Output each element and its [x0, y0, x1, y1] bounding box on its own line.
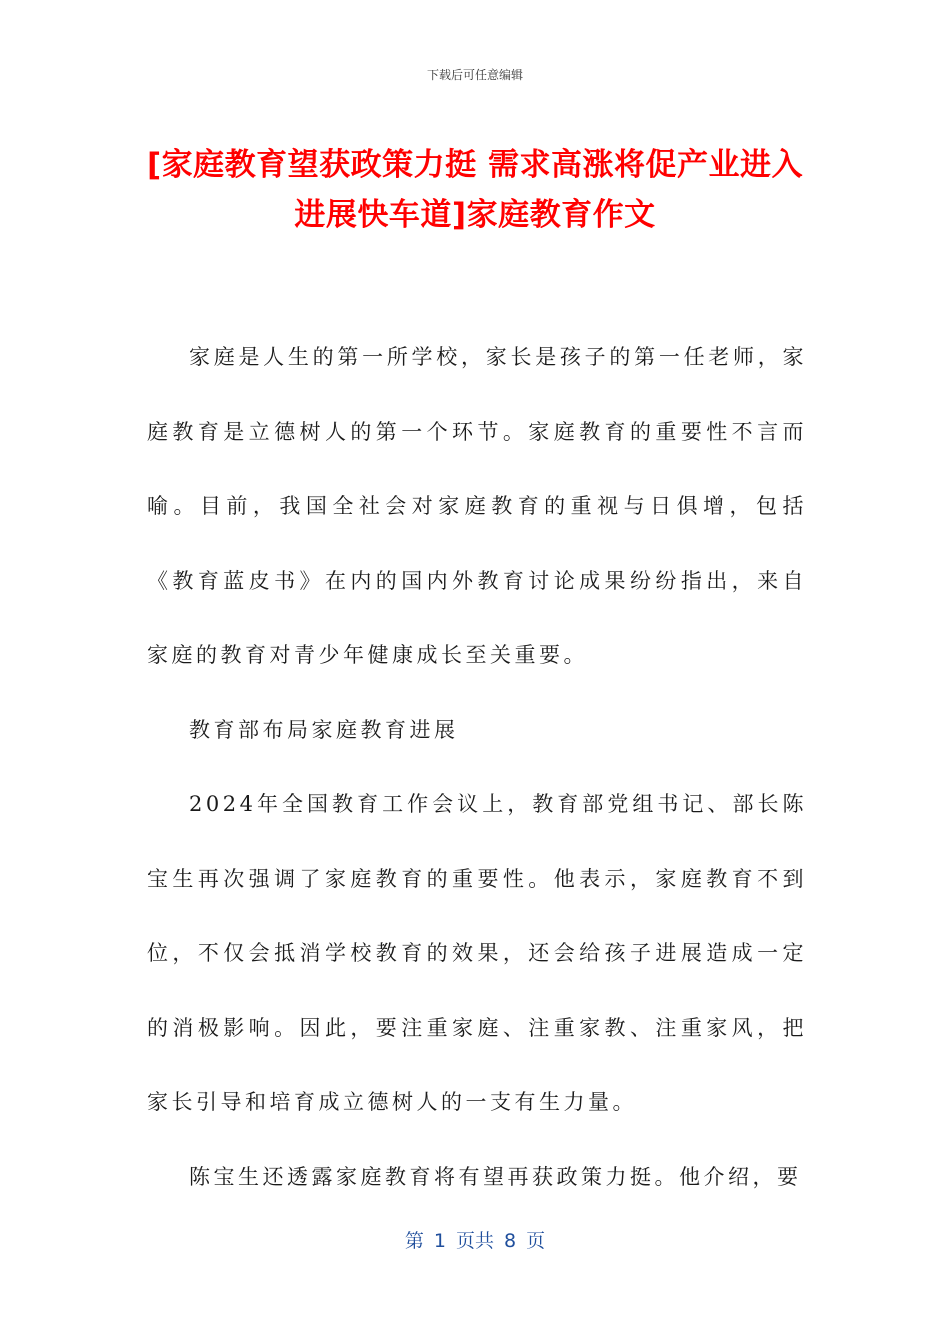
document-body: [147, 320, 807, 1214]
header-note: 下载后可任意编辑: [426, 68, 523, 82]
paragraph: 2024年全国教育工作会议上，教育部党组书记、部长陈宝生再次强调了家庭教育的重要性。他表示，家庭教育不到位，不仅会抵消学校教育的效果，还会给孩子进展造成一定的消极影响。因此，要注重家庭、注重家教、注重家风，把家长引导和培育成立德树人的一支有生力量。: [147, 792, 807, 1114]
paragraph: 陈宝生还透露家庭教育将有望再获政策力挺。他介绍，要: [189, 1164, 802, 1189]
page-number-label: 第 1 页共 8 页: [404, 1230, 546, 1252]
section-heading: 教育部布局家庭教育进展: [189, 717, 459, 742]
document-title: [家庭教育望获政策力挺 需求高涨将促产业进入进展快车道]家庭教育作文: [147, 147, 803, 233]
paragraph: 家庭是人生的第一所学校，家长是孩子的第一任老师，家庭教育是立德树人的第一个环节。家庭教育的重要性不言而喻。目前，我国全社会对家庭教育的重视与日俱增，包括《教育蓝皮书》在内的国内外教育讨论成果纷纷指出，来自家庭的教育对青少年健康成长至关重要。: [147, 345, 807, 667]
page-footer: [0, 1226, 950, 1253]
